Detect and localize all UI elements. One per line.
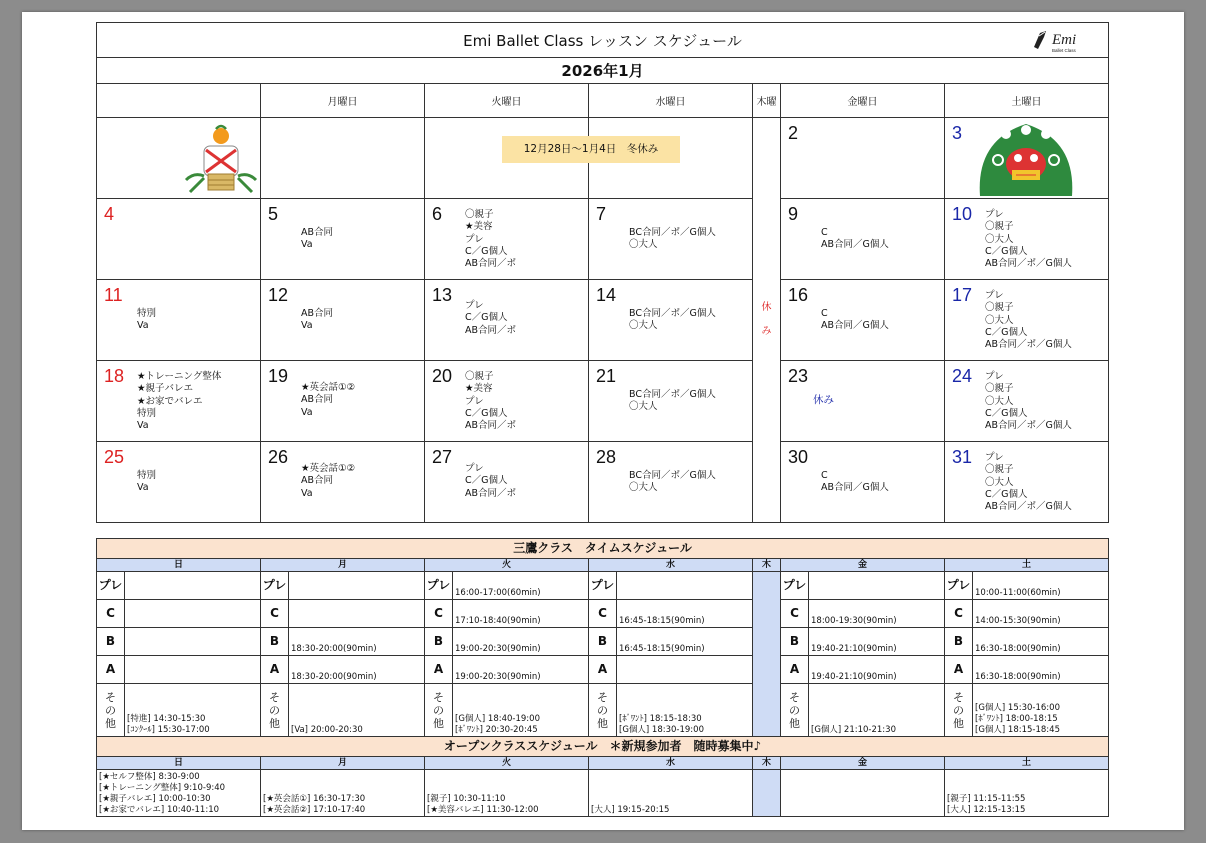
open-class-thursday [753, 770, 781, 817]
open-class-cell: [親子] 11:15-11:55 [大人] 12:15-13:15 [945, 770, 1109, 817]
open-class-cell: [親子] 10:30-11:10 [★美容バレエ] 11:30-12:00 [425, 770, 589, 817]
level-label: B [261, 628, 289, 656]
day-entries: BC合同／ボ／G個人 〇大人 [629, 389, 716, 413]
day-number: 12 [268, 285, 289, 305]
day-entries: C AB合同／G個人 [821, 227, 889, 251]
day-entries: 休み [813, 394, 834, 406]
day-entries: 〇親子 ★美容 プレ C／G個人 AB合同／ボ [465, 209, 517, 270]
time-cell: [G個人] 18:40-19:00 [ﾎﾞﾜﾝﾄ] 20:30-20:45 [453, 684, 589, 737]
other-label: そ の 他 [781, 684, 809, 737]
time-cell: 17:10-18:40(90min) [453, 600, 589, 628]
level-label: プレ [425, 572, 453, 600]
level-label: C [781, 600, 809, 628]
thursday-closed-label: 休 み [761, 302, 772, 337]
day-cell [425, 199, 589, 280]
day-entries: C AB合同／G個人 [821, 308, 889, 332]
day-number: 21 [596, 366, 617, 386]
other-label: そ の 他 [945, 684, 973, 737]
day-number: 30 [788, 447, 809, 467]
day-cell [945, 442, 1109, 523]
day-number: 25 [104, 447, 125, 467]
day-number: 7 [596, 204, 607, 224]
time-cell: 19:00-20:30(90min) [453, 628, 589, 656]
other-label: そ の 他 [97, 684, 125, 737]
open-class-cell: [★英会話①] 16:30-17:30 [★英会話②] 17:10-17:40 [261, 770, 425, 817]
day-entries: 〇親子 ★美容 プレ C／G個人 AB合同／ボ [465, 371, 517, 432]
level-label: A [781, 656, 809, 684]
day-number: 20 [432, 366, 453, 386]
level-label: B [97, 628, 125, 656]
open-class-cell: [大人] 19:15-20:15 [589, 770, 753, 817]
day-cell [97, 361, 261, 442]
time-cell [125, 572, 261, 600]
time-cell: 16:45-18:15(90min) [617, 628, 753, 656]
day-cell [589, 442, 753, 523]
day-number: 19 [268, 366, 289, 386]
day-cell [261, 442, 425, 523]
level-label: B [425, 628, 453, 656]
ts-day-sat: 土 [945, 559, 1109, 572]
level-label: C [425, 600, 453, 628]
day-number: 9 [788, 204, 799, 224]
day-number: 13 [432, 285, 453, 305]
open-class-cell [781, 770, 945, 817]
day-number: 16 [788, 285, 809, 305]
day-entries: ★トレーニング整体 ★親子バレエ ★お家でバレエ 特別 Va [137, 371, 222, 432]
weekday-sat: 土曜日 [945, 84, 1109, 118]
schedule-title: Emi Ballet Class レッスン スケジュール [463, 31, 742, 50]
level-label: A [589, 656, 617, 684]
schedule-title-cell [97, 23, 1109, 58]
day-entries: BC合同／ボ／G個人 〇大人 [629, 227, 716, 251]
time-cell: [ﾎﾞﾜﾝﾄ] 18:15-18:30 [G個人] 18:30-19:00 [617, 684, 753, 737]
level-label: A [97, 656, 125, 684]
shishimai-illustration [976, 120, 1076, 196]
time-cell [125, 656, 261, 684]
day-cell [97, 280, 261, 361]
day-number: 17 [952, 285, 973, 305]
emi-logo [1030, 27, 1090, 55]
day-number: 18 [104, 366, 125, 386]
day-cell [589, 280, 753, 361]
month-title: 2026年1月 [97, 58, 1109, 84]
weekday-wed: 水曜日 [589, 84, 753, 118]
time-cell [289, 572, 425, 600]
day-entries: ★英会話①② AB合同 Va [301, 463, 356, 499]
day-entries: AB合同 Va [301, 227, 334, 251]
time-cell: [G個人] 15:30-16:00 [ﾎﾞﾜﾝﾄ] 18:00-18:15 [G個人] 18:15-18:45 [973, 684, 1109, 737]
time-cell: 16:45-18:15(90min) [617, 600, 753, 628]
day-number: 4 [104, 204, 115, 224]
day-number: 31 [952, 447, 973, 467]
time-cell: 14:00-15:30(90min) [973, 600, 1109, 628]
day-cell [781, 118, 945, 199]
time-cell [125, 628, 261, 656]
day-cell [781, 280, 945, 361]
open-class-cell: [★セルフ整体] 8:30-9:00 [★トレーニング整体] 9:10-9:40 [★親子バレエ] 10:00-10:30 [★お家でバレエ] 10:40-11:10 [97, 770, 261, 817]
day-number: 3 [952, 123, 963, 143]
time-cell: 16:30-18:00(90min) [973, 628, 1109, 656]
level-label: C [97, 600, 125, 628]
day-cell [781, 199, 945, 280]
logo-subtext: Ballet Class [1052, 48, 1076, 53]
open-schedule-title: オープンクラススケジュール ＊新規参加者 随時募集中♪ [97, 737, 1109, 757]
time-cell: 10:00-11:00(60min) [973, 572, 1109, 600]
time-cell: 16:30-18:00(90min) [973, 656, 1109, 684]
calendar-table [96, 22, 1109, 523]
time-cell: [Va] 20:00-20:30 [289, 684, 425, 737]
week-row [97, 442, 1109, 523]
day-number: 11 [104, 285, 123, 305]
day-cell [425, 361, 589, 442]
time-cell [289, 600, 425, 628]
level-row-c [97, 600, 1109, 628]
level-row-other [97, 684, 1109, 737]
day-entries: プレ C／G個人 AB合同／ボ [465, 300, 517, 336]
other-label: そ の 他 [589, 684, 617, 737]
day-entries: BC合同／ボ／G個人 〇大人 [629, 308, 716, 332]
time-cell [617, 572, 753, 600]
day-cell [97, 442, 261, 523]
day-cell [261, 280, 425, 361]
weekday-fri: 金曜日 [781, 84, 945, 118]
time-cell: 18:30-20:00(90min) [289, 628, 425, 656]
day-cell [781, 361, 945, 442]
level-label: A [261, 656, 289, 684]
day-cell [589, 361, 753, 442]
time-cell [809, 572, 945, 600]
level-label: B [589, 628, 617, 656]
day-cell [945, 199, 1109, 280]
level-label: B [781, 628, 809, 656]
day-cell [781, 442, 945, 523]
day-cell [945, 361, 1109, 442]
os-day-tue: 火 [425, 757, 589, 770]
level-row-b [97, 628, 1109, 656]
ts-thursday-column [753, 572, 781, 737]
other-label: そ の 他 [425, 684, 453, 737]
time-cell: [特進] 14:30-15:30 [ｺﾝｸｰﾙ] 15:30-17:00 [125, 684, 261, 737]
day-number: 5 [268, 204, 279, 224]
level-label: C [261, 600, 289, 628]
time-cell: 18:00-19:30(90min) [809, 600, 945, 628]
ts-day-fri: 金 [781, 559, 945, 572]
level-label: プレ [589, 572, 617, 600]
day-number: 24 [952, 366, 973, 386]
time-cell: 19:00-20:30(90min) [453, 656, 589, 684]
os-day-mon: 月 [261, 757, 425, 770]
os-day-thu: 木 [753, 757, 781, 770]
ts-day-mon: 月 [261, 559, 425, 572]
day-entries: 特別 Va [137, 470, 157, 494]
time-schedule-table [96, 538, 1109, 817]
logo-text: Emi [1052, 32, 1077, 48]
os-day-wed: 水 [589, 757, 753, 770]
day-entries: プレ 〇親子 〇大人 C／G個人 AB合同／ボ／G個人 [985, 371, 1072, 432]
week-row [97, 280, 1109, 361]
other-label: そ の 他 [261, 684, 289, 737]
day-entries: プレ C／G個人 AB合同／ボ [465, 463, 517, 499]
day-entries: AB合同 Va [301, 308, 334, 332]
os-day-sun: 日 [97, 757, 261, 770]
level-label: プレ [945, 572, 973, 600]
level-label: プレ [97, 572, 125, 600]
day-number: 27 [432, 447, 453, 467]
level-row-a [97, 656, 1109, 684]
level-row-pre [97, 572, 1109, 600]
ts-day-wed: 水 [589, 559, 753, 572]
time-cell [617, 656, 753, 684]
time-cell: [G個人] 21:10-21:30 [809, 684, 945, 737]
day-entries: C AB合同／G個人 [821, 470, 889, 494]
day-entries: プレ 〇親子 〇大人 C／G個人 AB合同／ボ／G個人 [985, 452, 1072, 513]
day-number: 6 [432, 204, 443, 224]
open-class-row [97, 770, 1109, 817]
day-entries: プレ 〇親子 〇大人 C／G個人 AB合同／ボ／G個人 [985, 290, 1072, 351]
day-entries: BC合同／ボ／G個人 〇大人 [629, 470, 716, 494]
weekday-mon: 月曜日 [261, 84, 425, 118]
day-number: 10 [952, 204, 973, 224]
day-cell [589, 199, 753, 280]
level-label: C [945, 600, 973, 628]
level-label: A [945, 656, 973, 684]
week-row [97, 199, 1109, 280]
level-label: B [945, 628, 973, 656]
day-number: 28 [596, 447, 617, 467]
thursday-closed [753, 118, 781, 523]
time-cell: 19:40-21:10(90min) [809, 628, 945, 656]
time-schedule-title: 三鷹クラス タイムスケジュール [97, 539, 1109, 559]
day-number: 26 [268, 447, 289, 467]
os-day-sat: 土 [945, 757, 1109, 770]
day-entries: ★英会話①② AB合同 Va [301, 382, 356, 418]
week-row [97, 361, 1109, 442]
day-cell [261, 199, 425, 280]
level-label: プレ [261, 572, 289, 600]
weekday-thu: 木曜 [753, 84, 781, 118]
day-number: 2 [788, 123, 799, 143]
weekday-tue: 火曜日 [425, 84, 589, 118]
winter-break-notice: 12月28日〜1月4日 冬休み [502, 136, 680, 163]
time-cell: 18:30-20:00(90min) [289, 656, 425, 684]
day-cell [425, 280, 589, 361]
level-label: プレ [781, 572, 809, 600]
time-cell: 19:40-21:10(90min) [809, 656, 945, 684]
level-label: A [425, 656, 453, 684]
day-cell [97, 199, 261, 280]
day-entries: プレ 〇親子 〇大人 C／G個人 AB合同／ボ／G個人 [985, 209, 1072, 270]
day-cell [425, 442, 589, 523]
level-label: C [589, 600, 617, 628]
day-cell [945, 280, 1109, 361]
day-number: 23 [788, 366, 809, 386]
day-cell [261, 118, 425, 199]
day-number: 14 [596, 285, 617, 305]
weekday-sun [97, 84, 261, 118]
ts-day-tue: 火 [425, 559, 589, 572]
os-day-fri: 金 [781, 757, 945, 770]
ts-day-sun: 日 [97, 559, 261, 572]
kadomatsu-illustration [184, 120, 258, 194]
day-entries: 特別 Va [137, 308, 157, 332]
time-cell [125, 600, 261, 628]
ts-day-thu: 木 [753, 559, 781, 572]
time-cell: 16:00-17:00(60min) [453, 572, 589, 600]
day-cell [261, 361, 425, 442]
